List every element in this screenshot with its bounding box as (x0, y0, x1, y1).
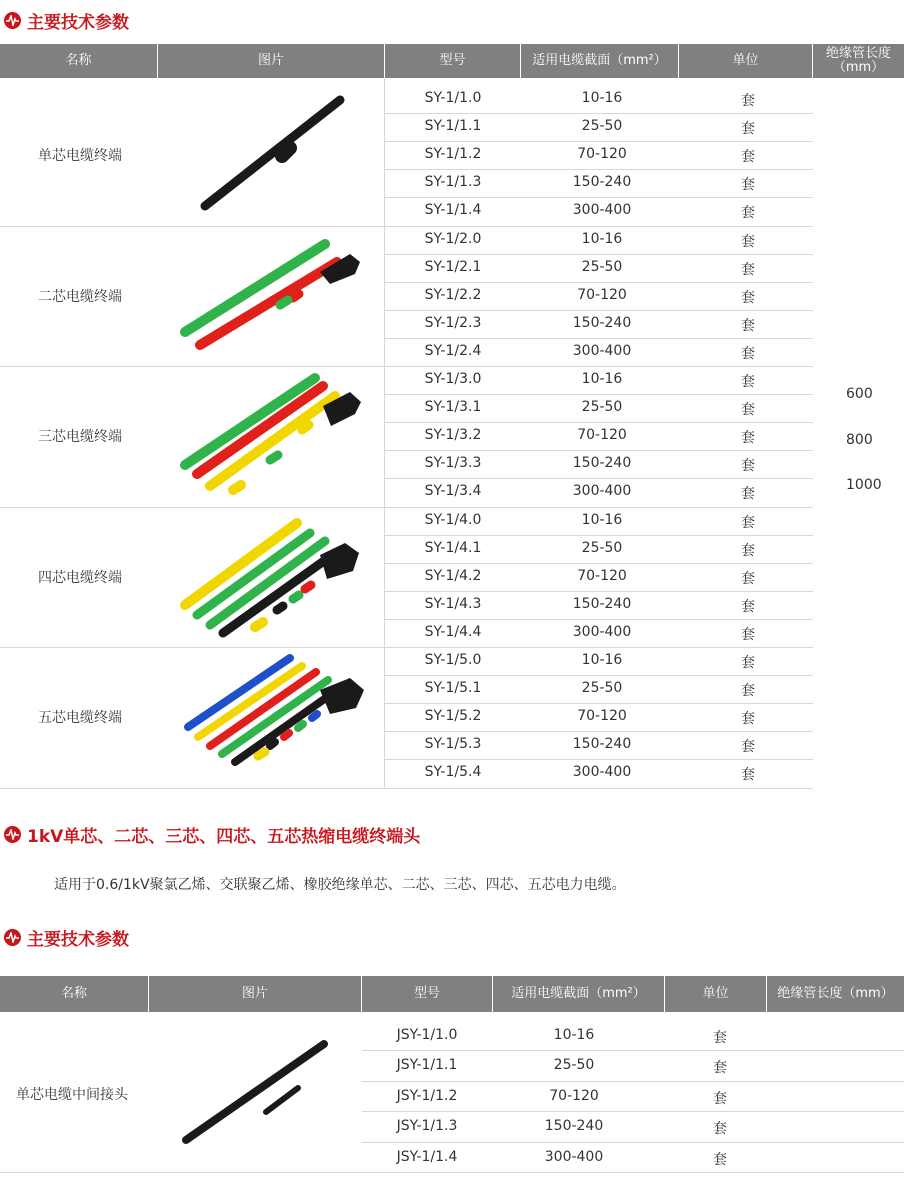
unit-cell: 套 (741, 598, 755, 615)
row-divider (385, 141, 813, 142)
unit-cell: 套 (741, 177, 755, 194)
section2-heading (4, 822, 420, 847)
row-divider (385, 591, 813, 592)
group-name: 三芯电缆终端 (38, 429, 122, 446)
unit-cell: 套 (713, 1151, 727, 1168)
group-divider (0, 647, 813, 648)
row-divider (385, 703, 813, 704)
unit-cell: 套 (741, 289, 755, 306)
unit-cell: 套 (741, 121, 755, 138)
unit-cell: 套 (713, 1060, 727, 1077)
col-model: 型号 (385, 44, 521, 78)
unit-cell: 套 (713, 1121, 727, 1138)
unit-cell: 套 (713, 1030, 727, 1046)
model-cell: JSY-1/1.3 (396, 1118, 458, 1135)
pulse-icon (4, 12, 21, 29)
col-unit: 单位 (679, 44, 813, 78)
section-cell: 10-16 (581, 371, 623, 387)
unit-cell: 套 (713, 1090, 727, 1107)
model-cell: SY-1/3.4 (424, 483, 482, 500)
col-section: 适用电缆截面（mm²） (521, 44, 679, 78)
section-cell: 150-240 (572, 455, 632, 472)
model-cell: SY-1/3.1 (424, 399, 482, 416)
row-divider (385, 759, 813, 760)
unit-cell: 套 (741, 205, 755, 222)
row-divider (385, 338, 813, 339)
section-cell: 70-120 (577, 286, 627, 303)
model-cell: JSY-1/1.1 (396, 1057, 458, 1074)
two-core-terminal-image (175, 232, 375, 357)
unit-cell: 套 (741, 93, 755, 109)
unit-cell: 套 (741, 711, 755, 728)
row-divider (385, 731, 813, 732)
row-divider (385, 619, 813, 620)
unit-cell: 套 (741, 261, 755, 278)
section1-heading (4, 8, 129, 33)
model-cell: SY-1/2.3 (424, 314, 482, 331)
model-cell: SY-1/5.2 (424, 708, 482, 725)
length-value: 1000 (846, 477, 882, 493)
section-cell: 25-50 (581, 399, 623, 416)
section-cell: 25-50 (581, 118, 623, 135)
section-cell: 70-120 (577, 146, 627, 163)
unit-cell: 套 (741, 458, 755, 475)
col-picture: 图片 (158, 44, 385, 78)
table2-header (0, 976, 904, 1012)
group-divider (0, 507, 813, 508)
section-cell: 300-400 (572, 202, 632, 219)
model-cell: SY-1/5.4 (424, 764, 482, 781)
model-cell: SY-1/1.1 (424, 118, 482, 135)
group-divider (0, 226, 813, 227)
row-divider (0, 1172, 904, 1173)
model-cell: SY-1/5.1 (424, 680, 482, 697)
section-cell: 25-50 (581, 258, 623, 275)
unit-cell: 套 (741, 514, 755, 531)
unit-cell: 套 (741, 402, 755, 419)
unit-cell: 套 (741, 345, 755, 362)
section-cell: 70-120 (577, 708, 627, 725)
row-divider (385, 675, 813, 676)
model-cell: SY-1/1.4 (424, 202, 482, 219)
unit-cell: 套 (741, 317, 755, 334)
row-divider (362, 1081, 904, 1082)
section-cell: 25-50 (553, 1057, 595, 1074)
col-length: 绝缘管长度（mm） (825, 46, 891, 75)
section-cell: 70-120 (577, 567, 627, 584)
length-value: 800 (846, 431, 873, 448)
section-cell: 70-120 (549, 1087, 599, 1104)
model-cell: JSY-1/1.0 (396, 1027, 458, 1043)
section-cell: 25-50 (581, 680, 623, 697)
model-cell: SY-1/1.3 (424, 174, 482, 191)
model-cell: JSY-1/1.2 (396, 1087, 458, 1104)
model-cell: SY-1/5.0 (424, 652, 482, 668)
model-cell: SY-1/1.0 (424, 90, 482, 106)
model-cell: SY-1/4.1 (424, 539, 482, 556)
section-cell: 150-240 (572, 736, 632, 753)
pulse-icon (4, 929, 21, 946)
length-value: 600 (846, 386, 873, 402)
col-picture: 图片 (149, 976, 362, 1012)
section1-heading-text: 主要技术参数 (27, 13, 129, 33)
table1-header (0, 44, 904, 78)
model-cell: SY-1/3.2 (424, 427, 482, 444)
row-divider (362, 1050, 904, 1051)
row-divider (385, 422, 813, 423)
group-name: 四芯电缆终端 (38, 569, 122, 586)
col-model: 型号 (362, 976, 493, 1012)
section-cell: 150-240 (572, 314, 632, 331)
col-length: 绝缘管长度（mm） (777, 986, 894, 1001)
group-divider (0, 366, 813, 367)
model-cell: SY-1/1.2 (424, 146, 482, 163)
unit-cell: 套 (741, 683, 755, 700)
section-cell: 150-240 (544, 1118, 604, 1135)
section-cell: 10-16 (581, 511, 623, 528)
row-divider (385, 563, 813, 564)
unit-cell: 套 (741, 486, 755, 503)
group-divider (0, 788, 813, 789)
model-cell: SY-1/2.2 (424, 286, 482, 303)
section-cell: 10-16 (581, 652, 623, 668)
model-cell: SY-1/4.2 (424, 567, 482, 584)
row-divider (385, 113, 813, 114)
model-cell: SY-1/5.3 (424, 736, 482, 753)
section2-description: 适用于0.6/1kV聚氯乙烯、交联聚乙烯、橡胶绝缘单芯、二芯、三芯、四芯、五芯电力电缆。 (54, 877, 626, 893)
model-cell: JSY-1/1.4 (396, 1148, 458, 1165)
unit-cell: 套 (741, 233, 755, 250)
col-unit: 单位 (665, 976, 767, 1012)
row-divider (385, 254, 813, 255)
pulse-icon (4, 826, 21, 843)
model-cell: SY-1/4.4 (424, 623, 482, 640)
col-name: 名称 (0, 44, 158, 78)
section3-heading (4, 925, 129, 950)
unit-cell: 套 (741, 626, 755, 643)
unit-cell: 套 (741, 767, 755, 784)
model-cell: SY-1/3.0 (424, 371, 482, 387)
five-core-terminal-image (180, 652, 380, 772)
model-cell: SY-1/2.0 (424, 230, 482, 247)
single-core-terminal-image (190, 88, 360, 218)
section-cell: 150-240 (572, 595, 632, 612)
model-cell: SY-1/3.3 (424, 455, 482, 472)
unit-cell: 套 (741, 149, 755, 166)
section-cell: 300-400 (572, 342, 632, 359)
unit-cell: 套 (741, 739, 755, 756)
section-cell: 10-16 (581, 90, 623, 106)
col-name: 名称 (0, 976, 149, 1012)
group-name: 单芯电缆终端 (38, 148, 122, 165)
row-divider (385, 478, 813, 479)
section-cell: 70-120 (577, 427, 627, 444)
group-name: 二芯电缆终端 (38, 288, 122, 305)
row-divider (362, 1142, 904, 1143)
section2-heading-text: 1kV单芯、二芯、三芯、四芯、五芯热缩电缆终端头 (27, 827, 421, 847)
model-cell: SY-1/4.3 (424, 595, 482, 612)
section-cell: 300-400 (572, 623, 632, 640)
section-cell: 300-400 (544, 1148, 604, 1165)
unit-cell: 套 (741, 374, 755, 390)
row-divider (362, 1111, 904, 1112)
unit-cell: 套 (741, 430, 755, 447)
row-divider (385, 197, 813, 198)
row-divider (385, 310, 813, 311)
section-cell: 300-400 (572, 483, 632, 500)
three-core-terminal-image (175, 370, 375, 500)
row-divider (385, 450, 813, 451)
model-cell: SY-1/2.1 (424, 258, 482, 275)
row-divider (385, 535, 813, 536)
section-cell: 10-16 (581, 230, 623, 247)
four-core-terminal-image (175, 515, 375, 645)
unit-cell: 套 (741, 542, 755, 559)
joint-name: 单芯电缆中间接头 (16, 1087, 128, 1103)
col-section: 适用电缆截面（mm²） (493, 976, 665, 1012)
row-divider (385, 394, 813, 395)
unit-cell: 套 (741, 570, 755, 587)
group-name: 五芯电缆终端 (38, 710, 122, 727)
model-cell: SY-1/2.4 (424, 342, 482, 359)
section-cell: 300-400 (572, 764, 632, 781)
section3-heading-text: 主要技术参数 (27, 930, 129, 950)
unit-cell: 套 (741, 655, 755, 671)
section-cell: 150-240 (572, 174, 632, 191)
row-divider (385, 169, 813, 170)
section-cell: 10-16 (553, 1027, 595, 1043)
column-divider (384, 78, 385, 789)
model-cell: SY-1/4.0 (424, 511, 482, 528)
row-divider (385, 282, 813, 283)
section-cell: 25-50 (581, 539, 623, 556)
single-core-joint-image (178, 1036, 338, 1148)
